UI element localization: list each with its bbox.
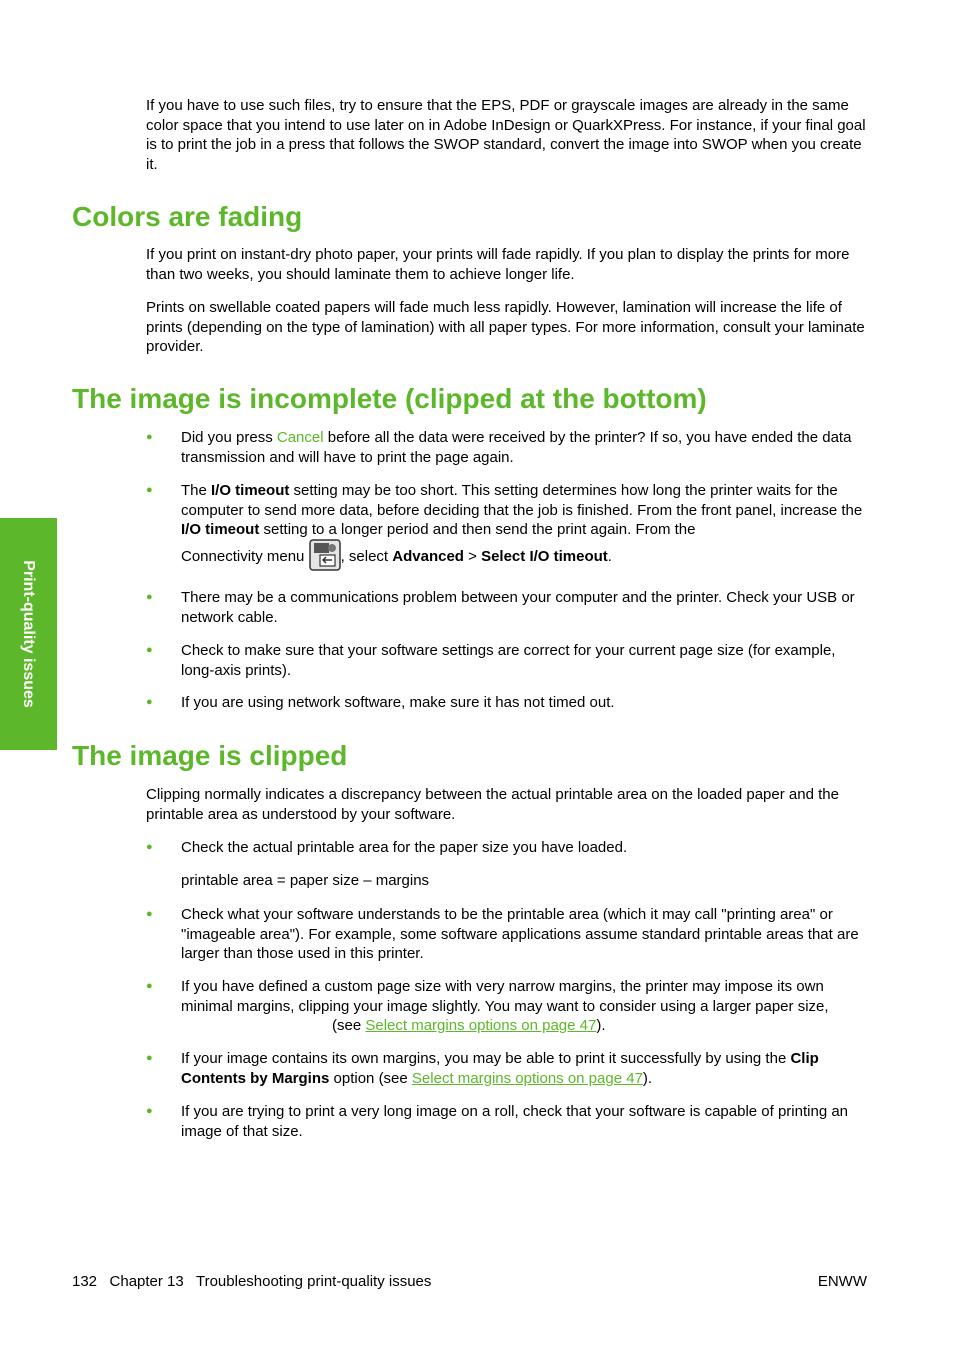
select-margins-link[interactable]: Select margins options on page 47 — [365, 1017, 597, 1034]
bullet-marker: ● — [146, 696, 153, 708]
clipped-bullet-3-ref: (see Select margins options on page 47). — [332, 1017, 606, 1034]
heading-image-clipped: The image is clipped — [72, 740, 348, 771]
clipped-bullet-4: If your image contains its own margins, you may be able to print it successfully by using the Clip Contents by Margins option (see Select margins options on page 47). — [181, 1050, 819, 1087]
printable-area-formula: printable area = paper size – margins — [181, 872, 430, 889]
fading-paragraph-1: If you print on instant-dry photo paper, your prints will fade rapidly. If you plan to display the prints for more than two weeks, you should laminate them to achieve longer life. — [146, 246, 850, 283]
bullet-marker: ● — [146, 591, 153, 603]
incomplete-bullet-1: Did you press Cancel before all the data were received by the printer? If so, you have ended the data transmission and will have to print the page again. — [181, 429, 852, 466]
bullet-marker: ● — [146, 644, 153, 656]
bullet-marker: ● — [146, 484, 153, 496]
bullet-marker: ● — [146, 980, 153, 992]
fading-paragraph-2: Prints on swellable coated papers will fade much less rapidly. However, lamination will increase the life of prints (depending on the type of lamination) with all paper types. For more information, consult your laminate provider. — [146, 299, 865, 355]
chapter-side-tab-label: Print-quality issues — [19, 560, 37, 708]
select-margins-link[interactable]: Select margins options on page 47 — [411, 1069, 643, 1087]
clipped-bullet-1: Check the actual printable area for the paper size you have loaded. — [181, 839, 628, 856]
clipped-bullet-2: Check what your software understands to be the printable area (which it may call "printing area" or "imageable area"). For example, some software applications assume standard printable areas that are larger than those used in this printer. — [181, 906, 859, 962]
incomplete-bullet-5: If you are using network software, make sure it has not timed out. — [181, 694, 615, 711]
incomplete-bullet-4: Check to make sure that your software settings are correct for your current page size (for example, long-axis prints). — [181, 642, 836, 679]
bullet-marker: ● — [146, 431, 153, 443]
heading-image-incomplete: The image is incomplete (clipped at the bottom) — [72, 383, 707, 414]
incomplete-bullet-3: There may be a communications problem between your computer and the printer. Check your USB or network cable. — [181, 589, 855, 626]
cancel-keyword: Cancel — [276, 429, 324, 446]
clipped-paragraph: Clipping normally indicates a discrepancy between the actual printable area on the loaded paper and the printable area as understood by your software. — [146, 786, 839, 823]
connectivity-menu-icon — [309, 539, 341, 571]
incomplete-bullet-2: The I/O timeout setting may be too short. This setting determines how long the printer waits for the computer to send more data, before deciding that the job is finished. From the front panel, increase the I/O timeout setting to a longer period and then send the print again. From the — [181, 482, 863, 538]
footer-enww: ENWW — [817, 1273, 867, 1290]
intro-paragraph: If you have to use such files, try to ensure that the EPS, PDF or grayscale images are already in the same color space that you intend to use later on in Adobe InDesign or QuarkXPress. For instance, if your final goal is to print the job in a press that follows the SWOP standard, convert the image into SWOP when you create it. — [146, 97, 866, 173]
bullet-marker: ● — [146, 1052, 153, 1064]
clipped-bullet-3: If you have defined a custom page size with very narrow margins, the printer may impose its own minimal margins, clipping your image slightly. You may want to consider using a larger paper size, — [181, 978, 829, 1015]
footer-chapter: 132 Chapter 13 Troubleshooting print-quality issues — [72, 1273, 432, 1290]
bullet-marker: ● — [146, 1105, 153, 1117]
incomplete-bullet-2-menu-line: Connectivity menu , select Advanced > Select I/O timeout. — [181, 540, 871, 574]
heading-colors-fading: Colors are fading — [72, 201, 303, 232]
bullet-marker: ● — [146, 841, 153, 853]
bullet-marker: ● — [146, 908, 153, 920]
clipped-bullet-5: If you are trying to print a very long image on a roll, check that your software is capable of printing an image of that size. — [181, 1103, 849, 1140]
